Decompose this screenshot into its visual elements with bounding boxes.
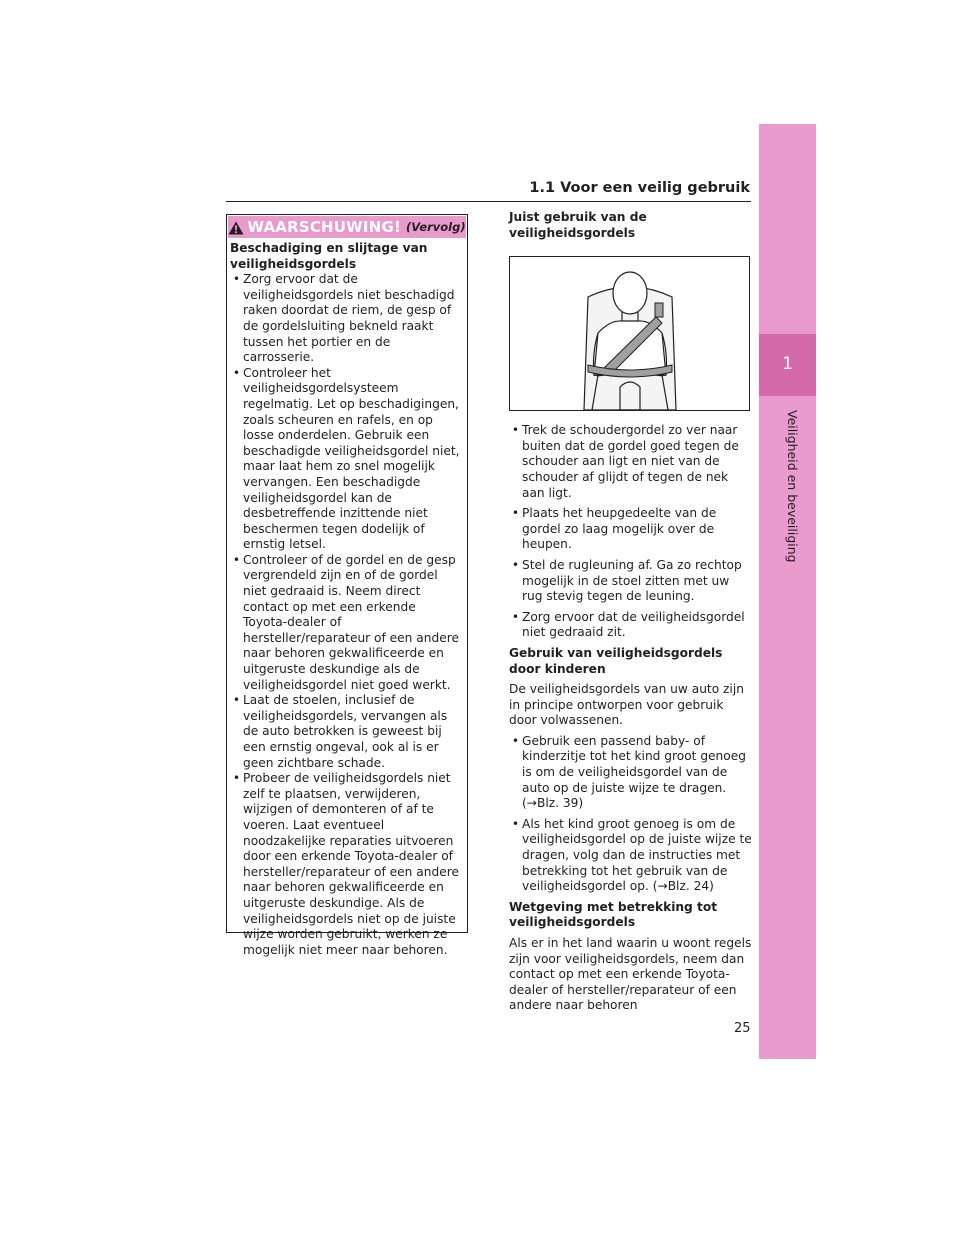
bullet-icon: • — [232, 272, 241, 287]
warning-heading: Beschadiging en slijtage van veiligheidsgordels — [230, 241, 428, 271]
bullet-icon: • — [511, 506, 520, 521]
header-divider — [226, 201, 751, 202]
bullet-icon: • — [232, 365, 241, 380]
warning-triangle-icon — [228, 220, 244, 234]
list-item — [230, 272, 462, 366]
bullet-icon: • — [511, 733, 520, 748]
list-item — [230, 771, 462, 958]
children-list — [509, 734, 753, 895]
chapter-label: Veiligheid en beveiliging — [785, 410, 800, 563]
list-item — [509, 558, 753, 605]
list-item-text: Zorg ervoor dat de veiligheidsgordel niet gedraaid zit. — [522, 609, 745, 640]
warning-bullet-list — [230, 272, 462, 958]
list-item — [230, 366, 462, 553]
warning-header — [228, 216, 466, 238]
chapter-number: 1 — [782, 354, 793, 374]
bullet-icon: • — [511, 609, 520, 624]
list-item-text: Gebruik een passend baby- of kinderzitje tot het kind groot genoeg is om de veiligheidsgordel van de auto op de juiste wijze te dragen. (→Blz. 39) — [522, 733, 746, 811]
legislation-paragraph: Als er in het land waarin u woont regels zijn voor veiligheidsgordels, neem dan contact op met een erkende Toyota-dealer of hersteller/reparateur of een andere naar behoren — [509, 936, 752, 1013]
children-heading: Gebruik van veiligheidsgordels door kinderen — [509, 645, 723, 676]
warning-subtitle: (Vervolg) — [406, 220, 466, 234]
page-number: 25 — [734, 1021, 751, 1036]
list-item — [509, 817, 753, 895]
right-column — [509, 210, 753, 1019]
bullet-icon: • — [511, 816, 520, 831]
seatbelt-usage-list — [509, 423, 753, 641]
list-item-text: Als het kind groot genoeg is om de veiligheidsgordel op de juiste wijze te dragen, volg dan de instructies met betrekking tot het gebruik van de veiligheidsgordel op. (→Blz. 24) — [522, 816, 752, 894]
warning-box — [226, 214, 468, 957]
list-item-text: Trek de schoudergordel zo ver naar buiten dat de gordel goed tegen de schouder aan ligt en niet van de schouder af glijdt of tegen de nek aan ligt. — [522, 423, 739, 500]
list-item-text: Probeer de veiligheidsgordels niet zelf te plaatsen, verwijderen, wijzigen of demonteren of af te voeren. Laat eventueel noodzakelijke reparaties uitvoeren door een erkende Toyota-dealer of hersteller/reparateur of een andere naar behoren gekwalificeerde en uitgeruste deskundige. Als de veiligheidsgordels niet op de juiste wijze worden gebruikt, werken ze mogelijk niet meer naar behoren. — [243, 771, 459, 957]
list-item — [230, 693, 462, 771]
warning-body — [227, 239, 467, 958]
list-item — [509, 610, 753, 641]
list-item-text: Plaats het heupgedeelte van de gordel zo laag mogelijk over de heupen. — [522, 506, 717, 552]
list-item-text: Controleer het veiligheidsgordelsysteem regelmatig. Let op beschadigingen, zoals scheuren en rafels, en op losse onderdelen. Gebruik een beschadigde veiligheidsgordel niet, maar laat hem zo snel mogelijk vervangen. Een beschadigde veiligheidsgordel kan de desbetreffende inzittende niet beschermen tegen dodelijk of ernstig letsel. — [243, 365, 460, 552]
list-item-text: Stel de rugleuning af. Ga zo rechtop mogelijk in de stoel zitten met uw rug stevig tegen de leuning. — [522, 557, 742, 604]
list-item-text: Controleer of de gordel en de gesp vergrendeld zijn en of de gordel niet gedraaid is. Neem direct contact op met een erkende Toyota-dealer of hersteller/reparateur of een andere naar behoren gekwalificeerde en uitgeruste deskundige als de veiligheidsgordel niet goed werkt. — [243, 552, 459, 692]
bullet-icon: • — [511, 557, 520, 572]
seatbelt-usage-heading: Juist gebruik van de veiligheidsgordels — [509, 210, 647, 240]
bullet-icon: • — [232, 771, 241, 786]
list-item-text: Zorg ervoor dat de veiligheidsgordels niet beschadigd raken doordat de riem, de gesp of de gordelsluiting bekneld raakt tussen het portier en de carrosserie. — [243, 272, 455, 365]
bullet-icon: • — [511, 423, 520, 438]
seated-person-illustration — [510, 257, 749, 410]
legislation-heading: Wetgeving met betrekking tot veiligheidsgordels — [509, 899, 718, 930]
warning-title: WAARSCHUWING! — [247, 218, 401, 236]
list-item — [230, 553, 462, 693]
bullet-icon: • — [232, 693, 241, 708]
list-item — [509, 423, 753, 501]
seatbelt-illustration — [509, 256, 750, 411]
list-item — [509, 734, 753, 812]
children-paragraph: De veiligheidsgordels van uw auto zijn in principe ontworpen voor gebruik door volwassenen. — [509, 682, 744, 728]
chapter-number-box — [759, 334, 816, 396]
section-title: 1.1 Voor een veilig gebruik — [529, 180, 750, 196]
list-item — [509, 506, 753, 553]
bullet-icon: • — [232, 552, 241, 567]
list-item-text: Laat de stoelen, inclusief de veiligheidsgordels, vervangen als de auto betrokken is geweest bij een ernstig ongeval, ook al is er geen zichtbare schade. — [243, 693, 448, 770]
